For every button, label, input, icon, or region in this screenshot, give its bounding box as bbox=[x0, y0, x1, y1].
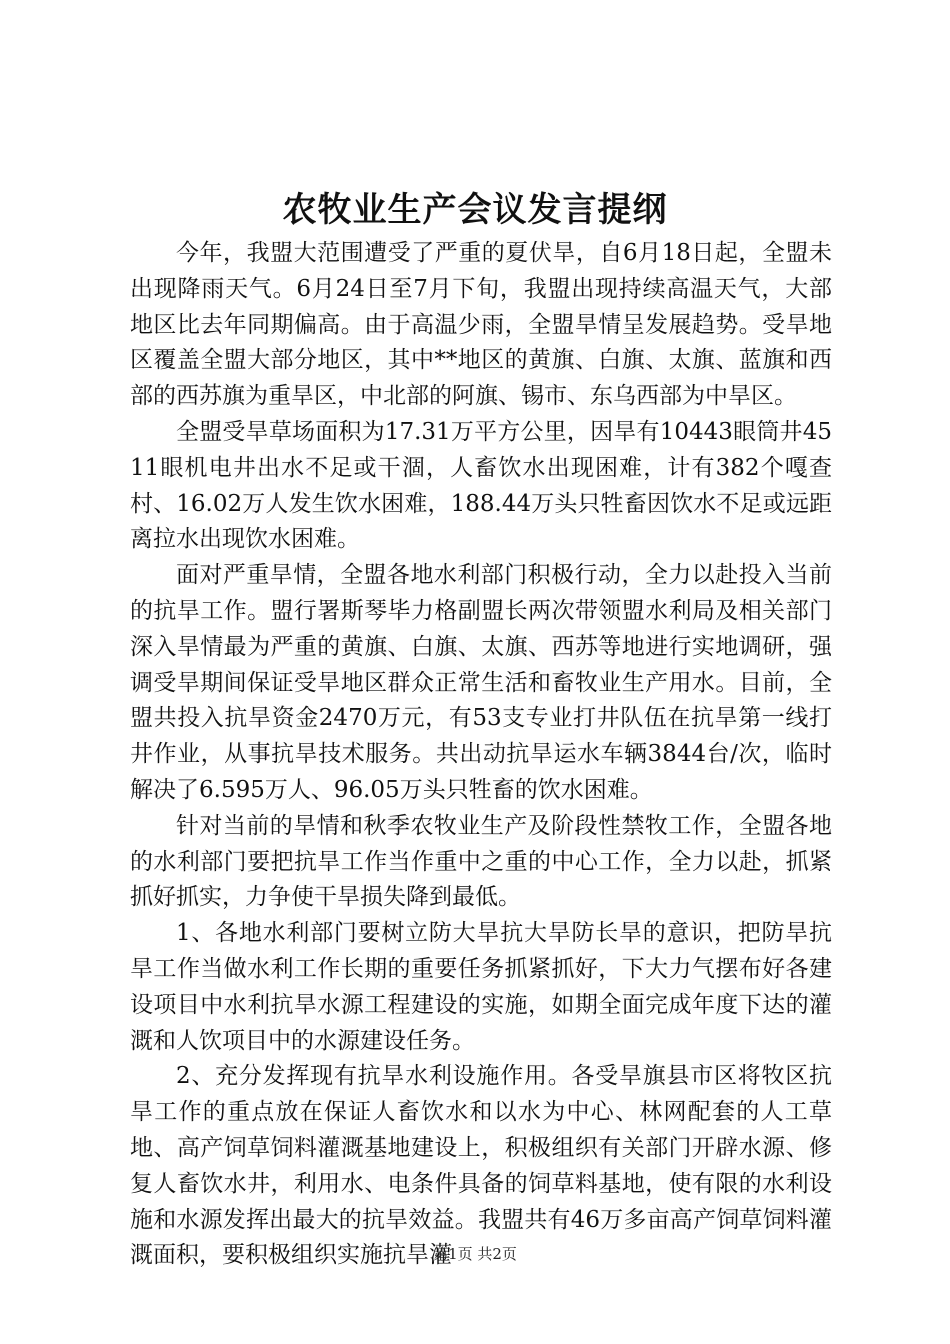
paragraph-3: 面对严重旱情，全盟各地水利部门积极行动，全力以赴投入当前的抗旱工作。盟行署斯琴毕力格副盟长两次带领盟水利局及相关部门深入旱情最为严重的黄旗、白旗、太旗、西苏等地进行实地调研，强调受旱期间保证受旱地区群众正常生活和畜牧业生产用水。目前，全盟共投入抗旱资金2470万元，有53支专业打井队伍在抗旱第一线打井作业，从事抗旱技术服务。共出动抗旱运水车辆3844台/次，临时解决了6.595万人、96.05万头只牲畜的饮水困难。 bbox=[130, 562, 832, 803]
page-footer: 第1页 共2页 bbox=[433, 1245, 517, 1263]
paragraph-1: 今年，我盟大范围遭受了严重的夏伏旱，自6月18日起，全盟未出现降雨天气。6月24日至7月下旬，我盟出现持续高温天气，大部地区比去年同期偏高。由于高温少雨，全盟旱情呈发展趋势。受旱地区覆盖全盟大部分地区，其中**地区的黄旗、白旗、太旗、蓝旗和西部的西苏旗为重旱区，中北部的阿旗、锡市、东乌西部为中旱区。 bbox=[130, 240, 832, 410]
document-title: 农牧业生产会议发言提纲 bbox=[282, 190, 668, 230]
paragraph-4: 针对当前的旱情和秋季农牧业生产及阶段性禁牧工作，全盟各地的水利部门要把抗旱工作当作重中之重的中心工作，全力以赴，抓紧抓好抓实，力争使干旱损失降到最低。 bbox=[130, 812, 832, 911]
document-body bbox=[130, 236, 832, 1274]
paragraph-5: 1、各地水利部门要树立防大旱抗大旱防长旱的意识，把防旱抗旱工作当做水利工作长期的重要任务抓紧抓好，下大力气摆布好各建设项目中水利抗旱水源工程建设的实施，如期全面完成年度下达的灌溉和人饮项目中的水源建设任务。 bbox=[130, 920, 832, 1054]
paragraph-2: 全盟受旱草场面积为17.31万平方公里，因旱有10443眼筒井4511眼机电井出水不足或干涸，人畜饮水出现困难，计有382个嘎查村、16.02万人发生饮水困难，188.44万头只牲畜因饮水不足或远距离拉水出现饮水困难。 bbox=[130, 418, 832, 553]
paragraph-6: 2、充分发挥现有抗旱水利设施作用。各受旱旗县市区将牧区抗旱工作的重点放在保证人畜饮水和以水为中心、林网配套的人工草地、高产饲草饲料灌溉基地建设上，积极组织有关部门开辟水源、修复人畜饮水井，利用水、电条件具备的饲草料基地，使有限的水利设施和水源发挥出最大的抗旱效益。我盟共有46万多亩高产饲草饲料灌溉面积，要积极组织实施抗旱灌 bbox=[130, 1063, 832, 1269]
